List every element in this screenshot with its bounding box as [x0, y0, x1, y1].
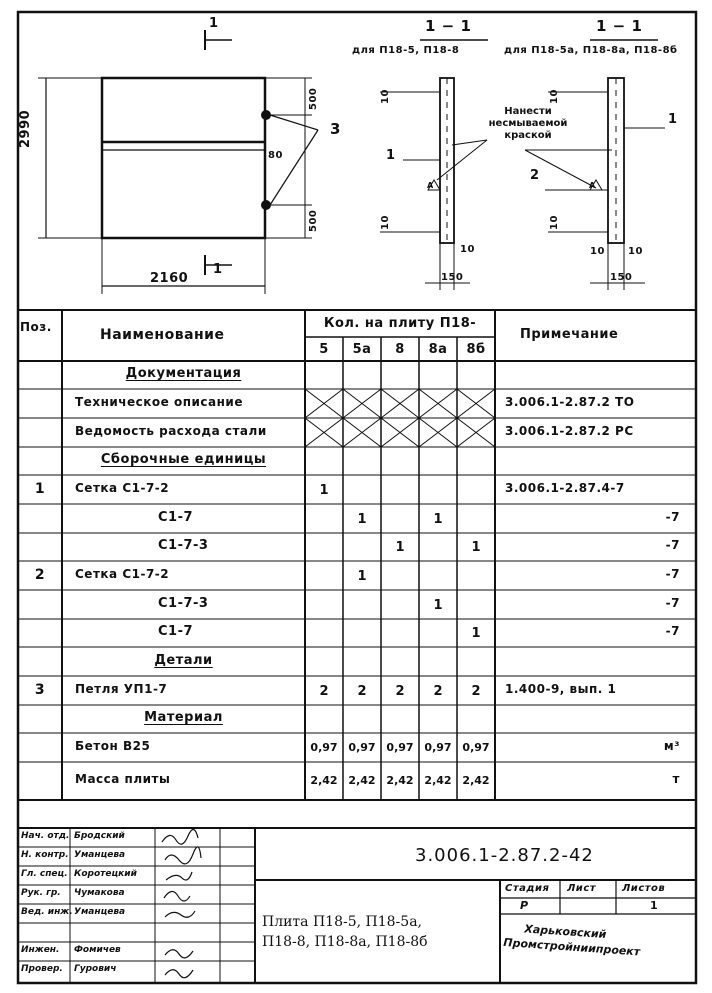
row-qty: 2,42: [310, 774, 338, 787]
row-note: 3.006.1-2.87.4-7: [505, 481, 625, 495]
row-qty: 2,42: [462, 774, 490, 787]
row-pos: 2: [34, 567, 46, 583]
row-name: Бетон В25: [75, 739, 151, 753]
signer-name: Коротецкий: [74, 869, 137, 879]
dim-right-10-b: 10: [628, 246, 643, 257]
sheets-label: Листов: [622, 883, 666, 894]
row-note: -7: [665, 510, 680, 524]
document-title-line-1: Плита П18-5, П18-5а,: [262, 914, 422, 930]
marker-a-left: А: [427, 181, 434, 190]
row-note: -7: [665, 596, 680, 610]
signer-role: Провер.: [21, 964, 63, 974]
paint-note: [478, 106, 578, 142]
dim-left-10-bottom: 10: [380, 215, 391, 230]
organization-line-2: Промстройниипроект: [502, 935, 641, 959]
row-note: 1.400-9, вып. 1: [505, 682, 617, 696]
row-name: Техническое описание: [75, 395, 243, 409]
dim-right-10-bottom: 10: [549, 215, 560, 230]
row-pos: 3: [34, 682, 46, 698]
signer-role: Н. контр.: [21, 850, 69, 860]
signer-name: Уманцева: [74, 850, 126, 860]
header-qty-col: 8: [395, 342, 405, 357]
row-name: Петля УП1-7: [75, 682, 168, 696]
dim-left-10-top: 10: [380, 89, 391, 104]
organization-line-1: Харьковский: [523, 922, 607, 942]
header-pos: Поз.: [20, 320, 52, 334]
section-mark-bottom: 1: [213, 262, 223, 277]
row-name: Материал: [144, 710, 223, 725]
row-qty: 1: [357, 569, 367, 584]
row-name: Сборочные единицы: [100, 452, 267, 467]
row-qty: 2,42: [386, 774, 414, 787]
stage-label: Стадия: [505, 883, 550, 894]
dim-height: 2990: [18, 109, 33, 148]
signer-name: Гурович: [74, 964, 117, 974]
row-qty: 2: [433, 684, 443, 699]
dim-top-500: 500: [308, 87, 319, 110]
section-mark-top: 1: [209, 16, 219, 31]
row-name: Ведомость расхода стали: [75, 424, 267, 438]
dim-mid-80: 80: [268, 150, 283, 161]
row-qty: 1: [319, 483, 329, 498]
row-pos: 1: [34, 481, 46, 497]
paint-note-line-1: Нанести: [504, 106, 552, 117]
header-qty-col: 8а: [428, 342, 448, 357]
dim-bottom-500: 500: [308, 209, 319, 232]
row-name: Документация: [125, 366, 242, 381]
row-qty: 1: [395, 540, 405, 555]
row-name: Детали: [154, 653, 213, 668]
row-qty: 0,97: [386, 741, 414, 754]
row-qty: 1: [433, 598, 443, 613]
paint-note-line-3: краской: [504, 130, 552, 141]
document-title: [262, 912, 498, 952]
signer-name: Уманцева: [74, 907, 126, 917]
signer-role: Вед. инж.: [21, 907, 73, 917]
document-title-line-2: П18-8, П18-8а, П18-8б: [262, 934, 428, 950]
header-qty: Кол. на плиту П18-: [323, 316, 477, 331]
callout-1-left: 1: [386, 148, 396, 163]
callout-3: 3: [330, 120, 341, 138]
row-qty: 2,42: [348, 774, 376, 787]
row-qty: 0,97: [424, 741, 452, 754]
paint-note-line-2: несмываемой: [488, 118, 568, 129]
row-name: С1-7-3: [158, 596, 209, 611]
header-qty-col: 5: [319, 342, 329, 357]
row-note: 3.006.1-2.87.2 РС: [505, 424, 634, 438]
row-name: С1-7: [158, 510, 194, 525]
section-for-left: для П18-5, П18-8: [352, 45, 460, 56]
row-note: -7: [665, 538, 680, 552]
signer-role: Гл. спец.: [21, 869, 68, 879]
row-qty: 1: [433, 512, 443, 527]
row-qty: 1: [357, 512, 367, 527]
dim-right-10-a: 10: [590, 246, 605, 257]
section-for-right: для П18-5а, П18-8а, П18-8б: [504, 45, 678, 56]
row-qty: 0,97: [348, 741, 376, 754]
dim-left-150: 150: [441, 272, 464, 283]
row-qty: 2: [395, 684, 405, 699]
document-code: 3.006.1-2.87.2-42: [415, 845, 594, 866]
header-qty-col: 5а: [352, 342, 372, 357]
section-label-left: 1 − 1: [425, 17, 472, 35]
section-label-right: 1 − 1: [596, 17, 643, 35]
row-qty: 2: [357, 684, 367, 699]
signer-name: Фомичев: [74, 945, 121, 955]
row-qty: 0,97: [462, 741, 490, 754]
sheet-label: Лист: [567, 883, 597, 894]
row-note: 3.006.1-2.87.2 ТО: [505, 395, 635, 409]
dim-width: 2160: [150, 271, 189, 286]
row-qty: 1: [471, 626, 481, 641]
header-note: Примечание: [520, 327, 619, 342]
header-qty-col: 8б: [466, 342, 486, 357]
row-name: С1-7: [158, 624, 194, 639]
dim-left-10-side: 10: [460, 244, 475, 255]
signer-name: Бродский: [74, 831, 125, 841]
row-qty: 2,42: [424, 774, 452, 787]
row-name: Сетка С1-7-2: [75, 481, 170, 495]
row-note: -7: [665, 624, 680, 638]
row-note: т: [672, 772, 680, 786]
marker-a-right: А: [589, 181, 596, 190]
signer-name: Чумакова: [74, 888, 125, 898]
row-name: Сетка С1-7-2: [75, 567, 170, 581]
header-name: Наименование: [100, 327, 225, 343]
row-note: -7: [665, 567, 680, 581]
sheets-value: 1: [650, 899, 659, 912]
row-name: Масса плиты: [75, 772, 171, 786]
stage-value: Р: [520, 899, 529, 912]
row-note: м³: [663, 739, 680, 753]
row-qty: 2: [319, 684, 329, 699]
signer-role: Рук. гр.: [21, 888, 61, 898]
signer-role: Инжен.: [21, 945, 60, 955]
callout-1-right: 1: [668, 112, 678, 127]
row-name: С1-7-3: [158, 538, 209, 553]
row-qty: 2: [471, 684, 481, 699]
signer-role: Нач. отд.: [21, 831, 70, 841]
dim-right-150: 150: [610, 272, 633, 283]
dim-right-10-top: 10: [549, 89, 560, 104]
row-qty: 0,97: [310, 741, 338, 754]
callout-2: 2: [530, 168, 540, 183]
row-qty: 1: [471, 540, 481, 555]
